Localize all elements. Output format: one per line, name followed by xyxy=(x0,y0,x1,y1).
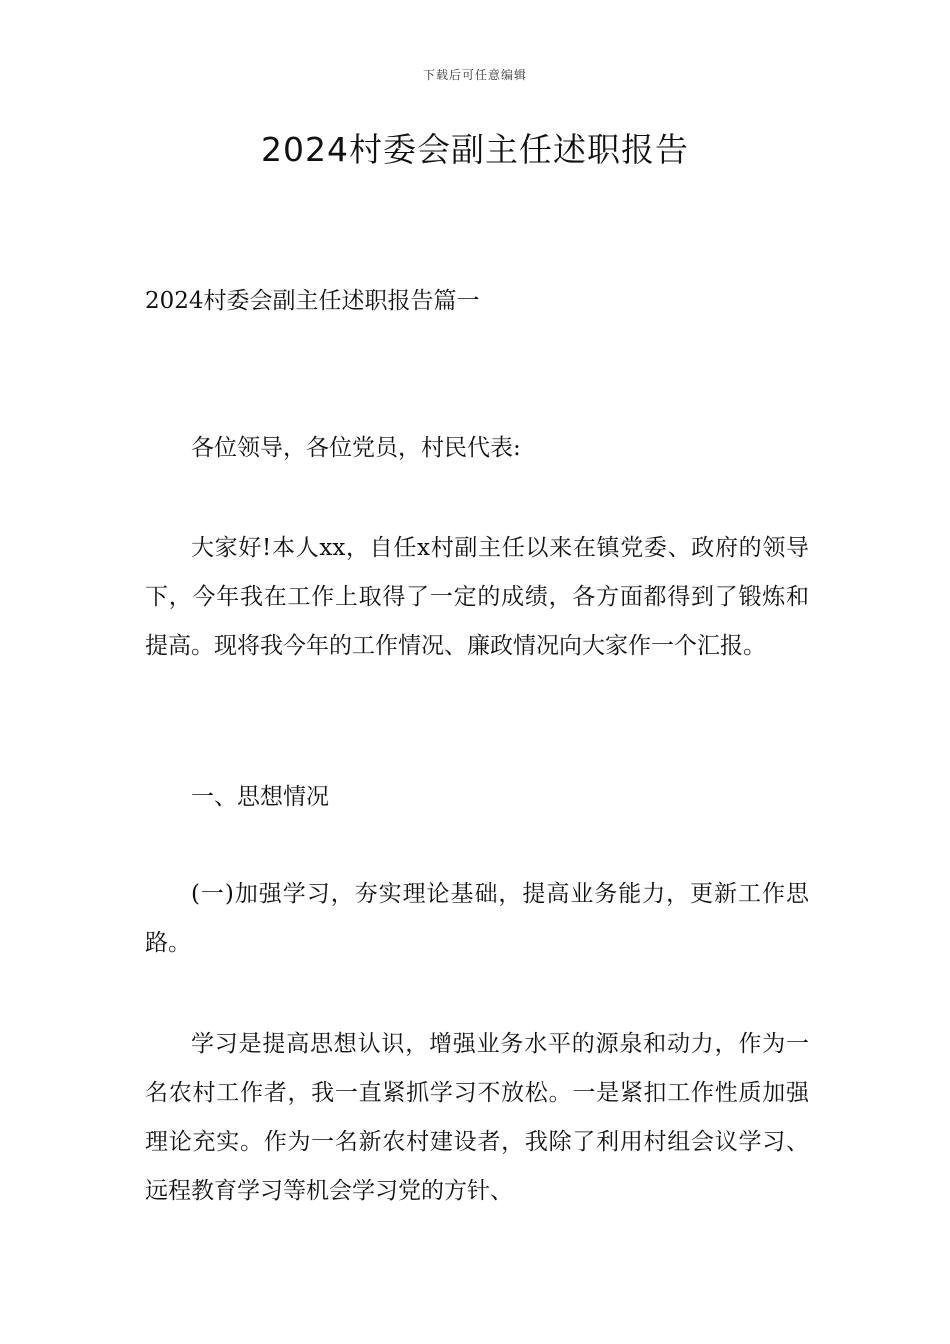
section-subtitle: 2024村委会副主任述职报告篇一 xyxy=(145,288,480,314)
section-heading-thought xyxy=(145,773,809,822)
paragraph-greeting xyxy=(145,424,809,473)
paragraph-intro xyxy=(145,524,809,671)
paragraph-study xyxy=(145,1020,809,1216)
paragraph-text: 一、思想情况 xyxy=(191,784,329,810)
paragraph-text: (一)加强学习，夯实理论基础，提高业务能力，更新工作思路。 xyxy=(145,881,809,956)
paragraph-text: 学习是提高思想认识，增强业务水平的源泉和动力，作为一名农村工作者，我一直紧抓学习不放松。一是紧扣工作性质加强理论充实。作为一名新农村建设者，我除了利用村组会议学习、远程教育学习等机会学习党的方针、 xyxy=(145,1031,809,1204)
paragraph-text: 各位领导，各位党员，村民代表: xyxy=(191,435,521,461)
document-title: 2024村委会副主任述职报告 xyxy=(261,130,689,169)
subsection-heading-study xyxy=(145,870,809,968)
paragraph-text: 大家好!本人xx，自任x村副主任以来在镇党委、政府的领导下，今年我在工作上取得了一定的成绩，各方面都得到了锻炼和提高。现将我今年的工作情况、廉政情况向大家作一个汇报。 xyxy=(145,535,809,659)
header-note: 下载后可任意编辑 xyxy=(422,68,527,82)
